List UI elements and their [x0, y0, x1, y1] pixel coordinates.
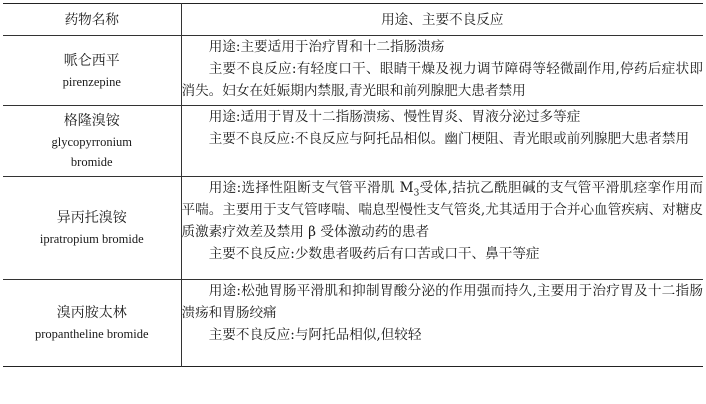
usage-text-part2: 受体,拮抗乙酰胆碱的支气管平滑肌痉挛作用而平喘。主要用于支气管哮喘、喘息型慢性支气管炎,尤其适用于合并心血管疾病、对糖皮质激素疗效差及禁用 β 受体激动药的患者 [181, 180, 703, 240]
drug-name-cn: 格隆溴铵 [63, 113, 120, 129]
table-row [3, 36, 703, 106]
drug-name-cn: 哌仑西平 [63, 52, 120, 69]
usage-text [182, 177, 704, 243]
drug-name-en: propantheline bromide [34, 327, 149, 341]
adverse-text: 主要不良反应:少数患者吸药后有口苦或口干、鼻干等症 [208, 246, 540, 262]
drug-name-en: pirenzepine [62, 74, 121, 89]
usage-text: 用途:主要适用于治疗胃和十二指肠溃疡 [208, 39, 445, 55]
table-row [3, 177, 703, 280]
drug-table [3, 3, 703, 367]
drug-name-cell [3, 280, 181, 367]
adverse-text: 主要不良反应:有轻度口干、眼睛干燥及视力调节障碍等轻微副作用,停药后症状即消失。妇女在妊娠期内禁服,青光眼和前列腺肥大患者禁用 [181, 61, 703, 99]
drug-name-cell [3, 177, 181, 280]
drug-desc-cell [181, 177, 703, 280]
usage-text-part1: 用途:选择性阻断支气管平滑肌 M [208, 180, 414, 196]
drug-name-cell [3, 36, 181, 106]
adverse-text: 主要不良反应:与阿托品相似,但较轻 [208, 327, 422, 343]
drug-name-en: ipratropium bromide [39, 232, 144, 246]
drug-desc-cell [181, 36, 703, 106]
drug-name-cell [3, 106, 181, 177]
header-drug-name: 药物名称 [3, 4, 181, 36]
drug-name-cn: 溴丙胺太林 [56, 305, 127, 321]
usage-text: 用途:适用于胃及十二指肠溃疡、慢性胃炎、胃液分泌过多等症 [208, 109, 581, 125]
drug-name-en: bromide [70, 155, 113, 169]
drug-desc-cell [181, 280, 703, 367]
usage-text: 用途:松弛胃肠平滑肌和抑制胃酸分泌的作用强而持久,主要用于治疗胃及十二指肠溃疡和胃肠绞痛 [181, 283, 703, 321]
adverse-text: 主要不良反应:不良反应与阿托品相似。幽门梗阻、青光眼或前列腺肥大患者禁用 [208, 131, 690, 147]
drug-name-en: glycopyrronium [51, 135, 133, 149]
table-header-row [3, 4, 703, 36]
drug-name-cn: 异丙托溴铵 [56, 210, 127, 226]
m3-subscript: 3 [413, 188, 420, 199]
table-row [3, 106, 703, 177]
table-row [3, 280, 703, 367]
drug-desc-cell [181, 106, 703, 177]
header-usage-adverse: 用途、主要不良反应 [181, 4, 703, 36]
